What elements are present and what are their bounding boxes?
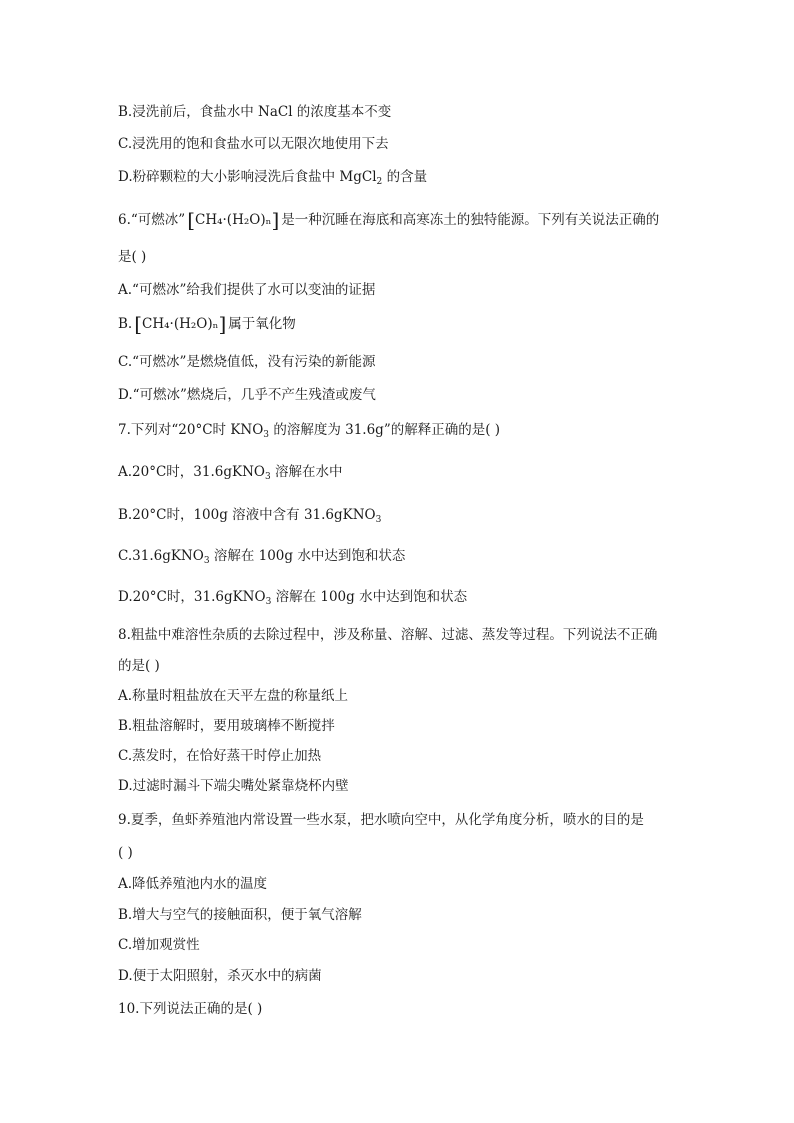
option-7c: C.31.6gKNO$_3$ 溶解在 100g 水中达到饱和状态: [118, 548, 406, 566]
option-5c: C.浸洗用的饱和食盐水可以无限次地使用下去: [118, 136, 389, 152]
option-8b: B.粗盐溶解时，要用玻璃棒不断搅拌: [118, 718, 335, 734]
option-9b: B.增大与空气的接触面积，便于氧气溶解: [118, 907, 362, 923]
option-8c: C.蒸发时，在恰好蒸干时停止加热: [118, 748, 322, 764]
option-6a: A.“可燃冰”给我们提供了水可以变油的证据: [118, 282, 376, 298]
option-9c: C.增加观赏性: [118, 937, 200, 953]
option-7a: A.20°C时，31.6gKNO$_3$ 溶解在水中: [118, 464, 343, 482]
methane-hydrate-formula: [CH₄·(H₂O)ₙ]: [134, 312, 227, 336]
option-6c: C.“可燃冰”是燃烧值低，没有污染的新能源: [118, 354, 376, 370]
option-7b: B.20°C时，100g 溶液中含有 31.6gKNO$_3$: [118, 507, 382, 525]
option-5b: B.浸洗前后，食盐水中 NaCl 的浓度基本不变: [118, 104, 392, 120]
methane-hydrate-formula: [CH₄·(H₂O)ₙ]: [187, 208, 280, 232]
option-8a: A.称量时粗盐放在天平左盘的称量纸上: [118, 688, 349, 704]
option-7d: D.20°C时，31.6gKNO$_3$ 溶解在 100g 水中达到饱和状态: [118, 589, 468, 607]
question-8-stem-cont: 的是( ): [118, 658, 160, 674]
question-8-stem: 8.粗盐中难溶性杂质的去除过程中，涉及称量、溶解、过滤、蒸发等过程。下列说法不正确: [118, 627, 658, 643]
option-9d: D.便于太阳照射，杀灭水中的病菌: [118, 968, 322, 984]
question-9-stem: 9.夏季，鱼虾养殖池内常设置一些水泵，把水喷向空中，从化学角度分析，喷水的目的是: [118, 812, 644, 828]
option-9a: A.降低养殖池内水的温度: [118, 876, 268, 892]
question-10-stem: 10.下列说法正确的是( ): [118, 1001, 263, 1017]
question-9-stem-cont: ( ): [118, 845, 133, 861]
option-6b: B. [CH₄·(H₂O)ₙ] 属于氧化物: [118, 312, 296, 336]
question-6-stem: 6.“可燃冰” [CH₄·(H₂O)ₙ] 是一种沉睡在海底和高寒冻土的独特能源。下列有关说法正确的: [118, 208, 660, 232]
option-6d: D.“可燃冰”燃烧后，几乎不产生残渣或废气: [118, 387, 376, 403]
question-7-stem: 7.下列对“20°C时 $KNO_3$ 的溶解度为 31.6g”的解释正确的是( ): [118, 422, 501, 440]
question-6-stem-cont: 是( ): [118, 249, 147, 265]
option-5d: D.粉碎颗粒的大小影响浸洗后食盐中 MgCl$_2$ 的含量: [118, 169, 428, 187]
option-8d: D.过滤时漏斗下端尖嘴处紧靠烧杯内壁: [118, 778, 349, 794]
